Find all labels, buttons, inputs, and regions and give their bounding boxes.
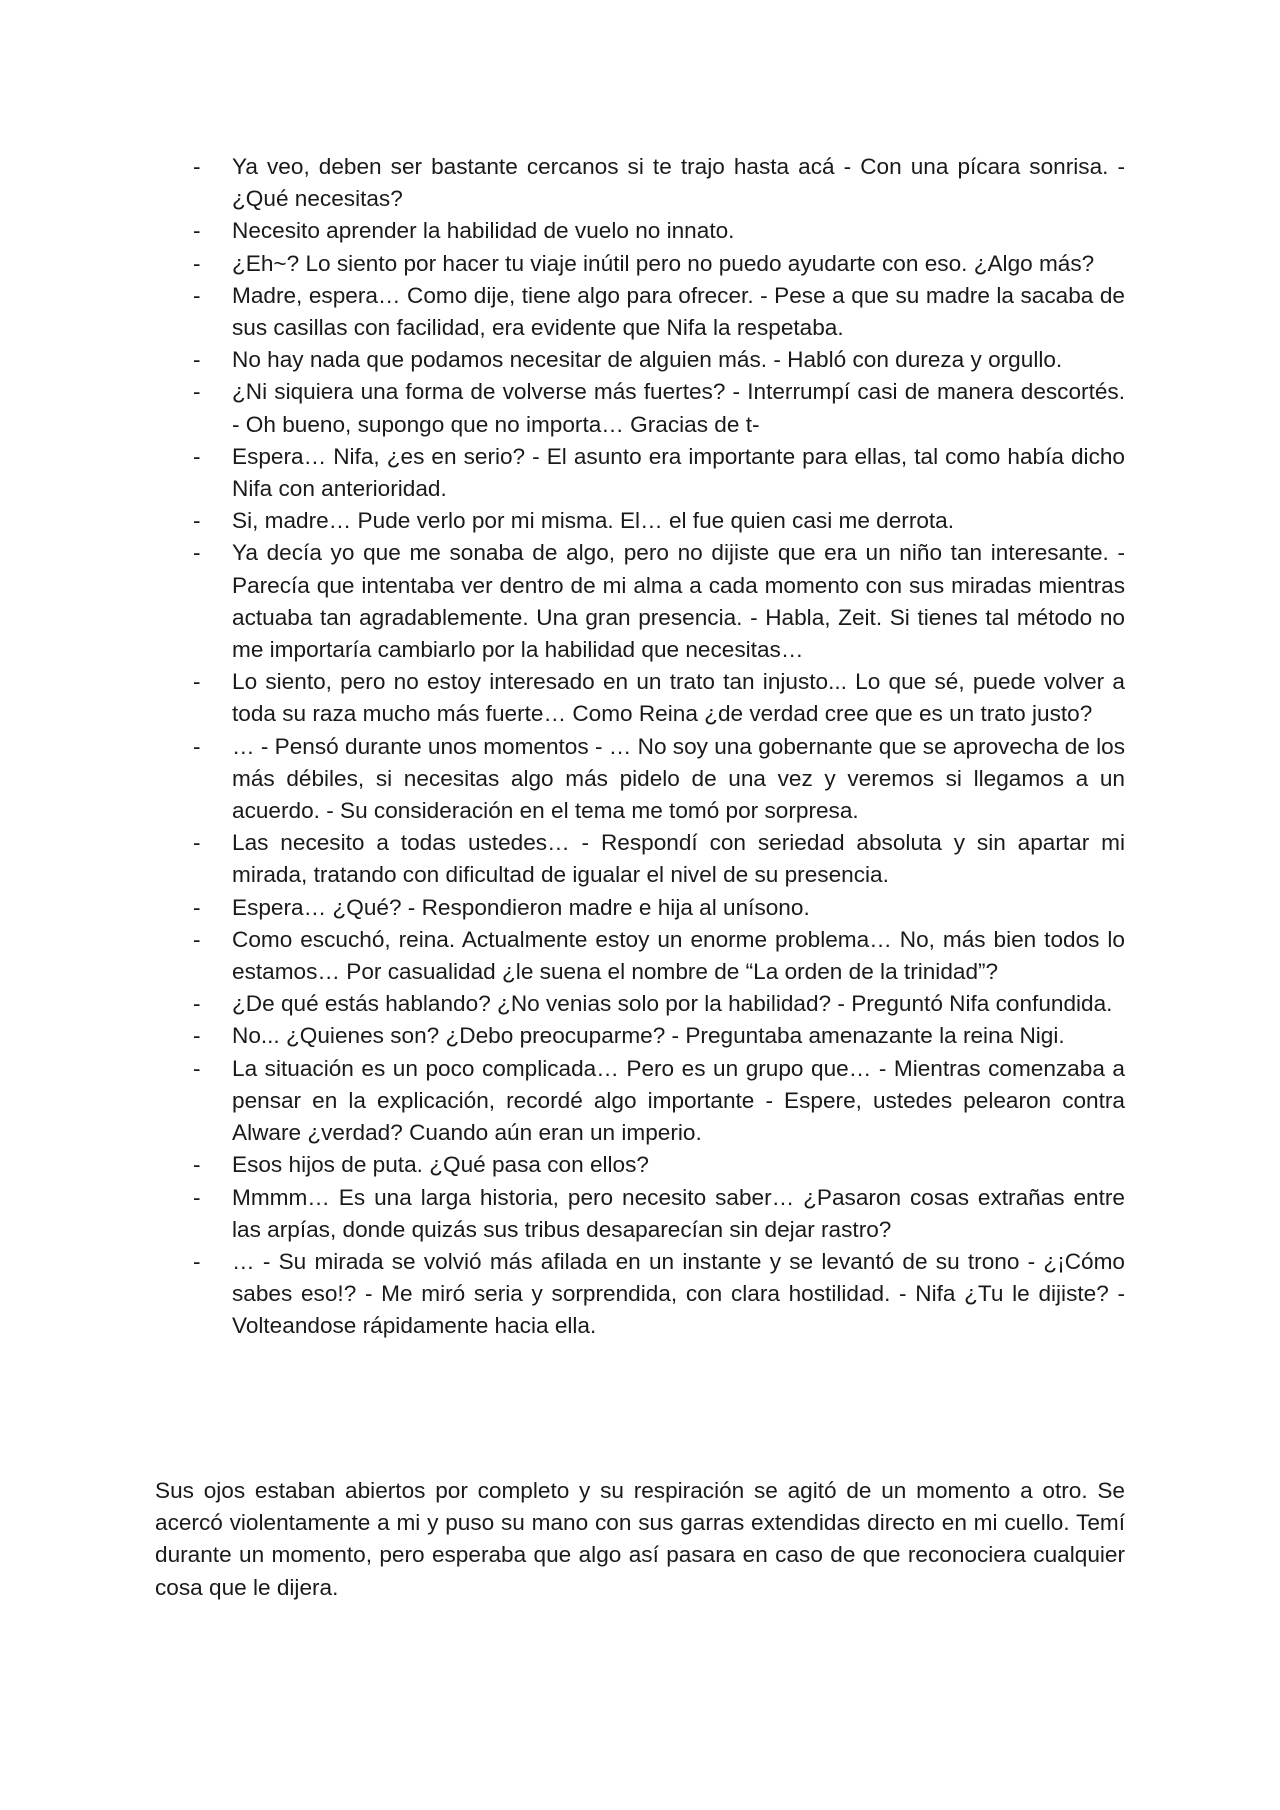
dialogue-dash: - (193, 733, 201, 759)
dialogue-text: … - Pensó durante unos momentos - … No soy una gobernante que se aprovecha de los más débiles, si necesitas algo más pidelo de una vez y veremos si llegamos a un acuerdo. - Su consideración en el tema me tomó por sorpresa. (232, 733, 1125, 824)
dialogue-text: … - Su mirada se volvió más afilada en un instante y se levantó de su trono - ¿¡Cómo sabes eso!? - Me miró seria y sorprendida, con clara hostilidad. - Nifa ¿Tu le dijiste? - Volteandose rápidamente hacia ella. (232, 1248, 1125, 1339)
dialogue-dash: - (193, 1152, 201, 1178)
dialogue-line (154, 376, 1125, 440)
dialogue-text: Espera… Nifa, ¿es en serio? - El asunto era importante para ellas, tal como había dicho Nifa con anterioridad. (232, 443, 1125, 502)
dialogue-text: Necesito aprender la habilidad de vuelo no innato. (232, 218, 735, 244)
dialogue-dash: - (193, 218, 201, 244)
dialogue-line (154, 280, 1125, 344)
dialogue-line (154, 1149, 1125, 1181)
dialogue-line (154, 892, 1125, 924)
dialogue-dash: - (193, 379, 201, 405)
dialogue-dash: - (193, 1023, 201, 1049)
dialogue-text: Esos hijos de puta. ¿Qué pasa con ellos? (232, 1152, 649, 1178)
dialogue-text: Si, madre… Pude verlo por mi misma. El… el fue quien casi me derrota. (232, 508, 955, 534)
dialogue-dash: - (193, 540, 201, 566)
dialogue-dash: - (193, 1055, 201, 1081)
dialogue-dash: - (193, 830, 201, 856)
dialogue-dash: - (193, 926, 201, 952)
dialogue-text: No... ¿Quienes son? ¿Debo preocuparme? - Preguntaba amenazante la reina Nigi. (232, 1023, 1065, 1049)
dialogue-text: ¿Eh~? Lo siento por hacer tu viaje inútil pero no puedo ayudarte con eso. ¿Algo más? (232, 250, 1095, 276)
narration-paragraph: Sus ojos estaban abiertos por completo y su respiración se agitó de un momento a otro. Se acercó violentamente a mi y puso su mano con sus garras extendidas directo en mi cuello. Temí durante un momento, pero esperaba que algo así pasara en caso de que reconociera cualquier cosa que le dijera. (155, 1478, 1125, 1600)
dialogue-dash: - (193, 669, 201, 695)
dialogue-dash: - (193, 347, 201, 373)
dialogue-dash: - (193, 443, 201, 469)
dialogue-text: Como escuchó, reina. Actualmente estoy un enorme problema… No, más bien todos lo estamos… Por casualidad ¿le suena el nombre de “La orden de la trinidad”? (232, 926, 1125, 985)
dialogue-line (154, 248, 1125, 280)
dialogue-text: Ya veo, deben ser bastante cercanos si te trajo hasta acá - Con una pícara sonrisa. - ¿Qué necesitas? (232, 154, 1125, 212)
dialogue-list (154, 151, 1125, 1343)
dialogue-line (154, 215, 1125, 247)
dialogue-dash: - (193, 282, 201, 308)
dialogue-dash: - (193, 508, 201, 534)
dialogue-line (154, 151, 1125, 215)
dialogue-line (154, 731, 1125, 828)
dialogue-line (154, 1053, 1125, 1150)
dialogue-line (154, 537, 1125, 666)
dialogue-line (154, 505, 1125, 537)
dialogue-dash: - (193, 991, 201, 1017)
dialogue-text: Madre, espera… Como dije, tiene algo para ofrecer. - Pese a que su madre la sacaba de sus casillas con facilidad, era evidente que Nifa la respetaba. (232, 282, 1125, 341)
dialogue-text: Espera… ¿Qué? - Respondieron madre e hija al unísono. (232, 894, 810, 920)
dialogue-text: Ya decía yo que me sonaba de algo, pero no dijiste que era un niño tan interesante. - Parecía que intentaba ver dentro de mi alma a cada momento con sus miradas mientras actuaba tan agradablemente. Una gran presencia. - Habla, Zeit. Si tienes tal método no me importaría cambiarlo por la habilidad que necesitas… (232, 540, 1125, 663)
dialogue-text: Las necesito a todas ustedes… - Respondí con seriedad absoluta y sin apartar mi mirada, tratando con dificultad de igualar el nivel de su presencia. (232, 830, 1125, 888)
dialogue-dash: - (193, 250, 201, 276)
dialogue-dash: - (193, 1184, 201, 1210)
dialogue-line (154, 827, 1125, 891)
dialogue-dash: - (193, 1248, 201, 1274)
dialogue-text: Mmmm… Es una larga historia, pero necesito saber… ¿Pasaron cosas extrañas entre las arpías, donde quizás sus tribus desaparecían sin dejar rastro? (232, 1184, 1125, 1242)
dialogue-text: No hay nada que podamos necesitar de alguien más. - Habló con dureza y orgullo. (232, 347, 1063, 373)
dialogue-text: ¿De qué estás hablando? ¿No venias solo por la habilidad? - Preguntó Nifa confundida. (232, 991, 1113, 1017)
dialogue-line (154, 1246, 1125, 1343)
dialogue-line (154, 1020, 1125, 1052)
dialogue-line (154, 924, 1125, 988)
dialogue-line (154, 344, 1125, 376)
dialogue-text: La situación es un poco complicada… Pero es un grupo que… - Mientras comenzaba a pensar en la explicación, recordé algo importante - Espere, ustedes pelearon contra Alware ¿verdad? Cuando aún eran un imperio. (232, 1055, 1125, 1146)
dialogue-line (154, 1182, 1125, 1246)
dialogue-text: Lo siento, pero no estoy interesado en un trato tan injusto... Lo que sé, puede volver a toda su raza mucho más fuerte… Como Reina ¿de verdad cree que es un trato justo? (232, 669, 1125, 727)
dialogue-dash: - (193, 894, 201, 920)
dialogue-line (154, 666, 1125, 730)
dialogue-text: ¿Ni siquiera una forma de volverse más fuertes? - Interrumpí casi de manera descortés. - Oh bueno, supongo que no importa… Gracias de t- (232, 379, 1125, 437)
dialogue-dash: - (193, 154, 201, 179)
dialogue-line (154, 988, 1125, 1020)
dialogue-line (154, 441, 1125, 505)
